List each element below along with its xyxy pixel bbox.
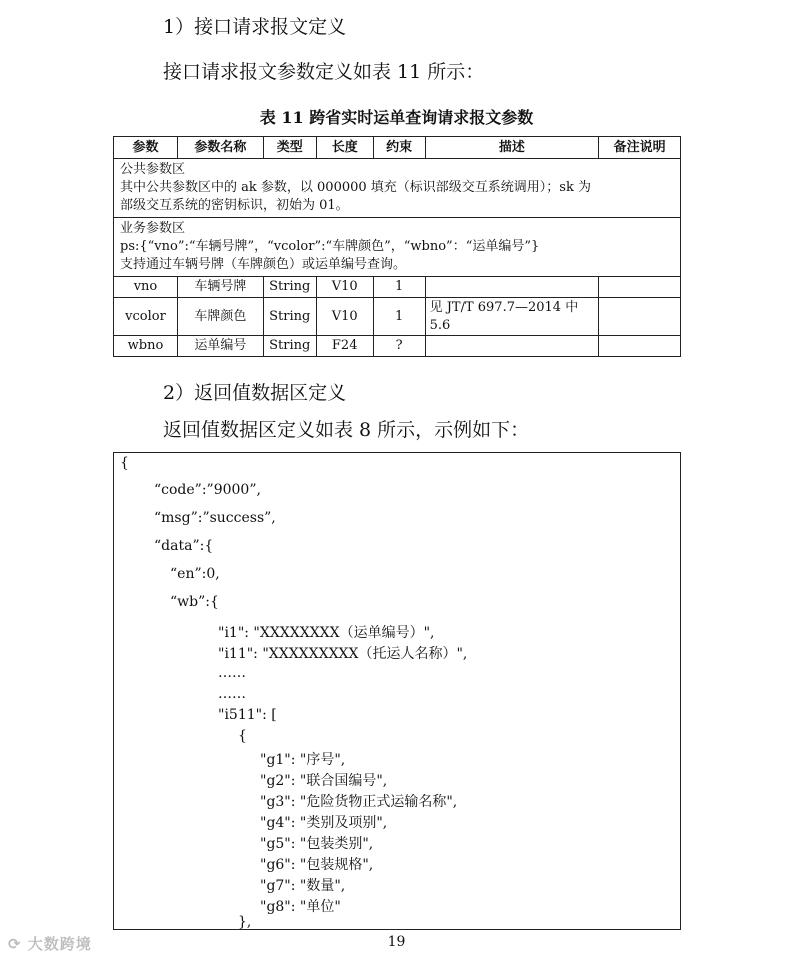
code-line: “data”:{ — [154, 538, 214, 554]
section-1-heading: 1）接口请求报文定义 — [163, 16, 347, 38]
length-cell: V10 — [316, 277, 373, 298]
code-line: …… — [218, 686, 246, 702]
type-cell: String — [263, 336, 316, 357]
business-section-title: 业务参数区 — [120, 221, 186, 236]
code-line: "i511": [ — [218, 707, 277, 723]
code-line: }, — [238, 914, 252, 930]
code-line: "i11": "XXXXXXXXX（托运人名称）", — [218, 646, 468, 662]
header-cell: 参数 — [114, 137, 178, 159]
type-cell: String — [263, 277, 316, 298]
header-cell: 长度 — [316, 137, 373, 159]
watermark-icon: ⟳ — [8, 935, 28, 953]
header-cell: 约束 — [373, 137, 425, 159]
length-cell: F24 — [316, 336, 373, 357]
remark-cell — [599, 277, 681, 298]
watermark-text: 大数跨境 — [27, 935, 92, 953]
code-line: "g8": "单位" — [260, 899, 341, 915]
code-line: "g5": "包装类别", — [260, 836, 374, 852]
response-example-code-block — [113, 452, 681, 930]
business-section-row — [114, 218, 681, 277]
public-section-title: 公共参数区 — [120, 162, 186, 177]
code-line: "g3": "危险货物正式运输名称", — [260, 794, 458, 810]
code-line: { — [238, 728, 247, 744]
remark-cell — [599, 336, 681, 357]
type-cell: String — [263, 298, 316, 336]
section-2-heading: 2）返回值数据区定义 — [163, 382, 347, 404]
section-1-intro: 接口请求报文参数定义如表 11 所示： — [163, 61, 485, 83]
constraint-cell: ? — [373, 336, 425, 357]
constraint-cell: 1 — [373, 277, 425, 298]
desc-cell — [425, 336, 599, 357]
code-line: "g2": "联合国编号", — [260, 773, 388, 789]
constraint-cell: 1 — [373, 298, 425, 336]
code-line: “wb”:{ — [170, 594, 219, 610]
code-line: “code”:”9000”, — [154, 482, 261, 498]
param-cell: vno — [114, 277, 178, 298]
table-caption: 表 11 跨省实时运单查询请求报文参数 — [259, 108, 534, 127]
code-line: “en”:0, — [170, 566, 220, 582]
header-cell: 描述 — [425, 137, 599, 159]
table-row — [114, 298, 681, 336]
business-section-text: ps:{“vno”:“车辆号牌”，“vcolor”:“车牌颜色”，“wbno”：“运单编号”} — [120, 239, 540, 254]
code-line: …… — [218, 665, 246, 681]
code-line: "g7": "数量", — [260, 878, 346, 894]
param-cell: wbno — [114, 336, 178, 357]
code-line: “msg”:”success”, — [154, 510, 276, 526]
public-section-text: 其中公共参数区中的 ak 参数，以 000000 填充（标识部级交互系统调用）；sk 为 — [120, 180, 591, 195]
business-section-cell — [114, 218, 681, 277]
header-cell: 备注说明 — [599, 137, 681, 159]
code-line: { — [120, 455, 129, 471]
desc-cell: 见 JT/T 697.7—2014 中 5.6 — [425, 298, 599, 336]
code-line: "i1": "XXXXXXXX（运单编号）", — [218, 625, 435, 641]
header-cell: 参数名称 — [177, 137, 263, 159]
table-header-row — [114, 137, 681, 159]
code-line: "g4": "类别及项别", — [260, 815, 388, 831]
public-section-row — [114, 159, 681, 218]
desc-cell — [425, 277, 599, 298]
request-params-table — [113, 136, 681, 357]
code-line: "g1": "序号", — [260, 752, 346, 768]
param-name-cell: 运单编号 — [177, 336, 263, 357]
remark-cell — [599, 298, 681, 336]
code-line: "g6": "包装规格", — [260, 857, 374, 873]
page-number: 19 — [387, 934, 406, 950]
param-name-cell: 车牌颜色 — [177, 298, 263, 336]
business-section-text: 支持通过车辆号牌（车牌颜色）或运单编号查询。 — [120, 257, 407, 272]
public-section-cell — [114, 159, 681, 218]
table-row — [114, 336, 681, 357]
table-row — [114, 277, 681, 298]
header-cell: 类型 — [263, 137, 316, 159]
param-name-cell: 车辆号牌 — [177, 277, 263, 298]
public-section-text: 部级交互系统的密钥标识，初始为 01。 — [120, 198, 349, 213]
param-cell: vcolor — [114, 298, 178, 336]
length-cell: V10 — [316, 298, 373, 336]
section-2-intro: 返回值数据区定义如表 8 所示，示例如下： — [163, 419, 530, 441]
